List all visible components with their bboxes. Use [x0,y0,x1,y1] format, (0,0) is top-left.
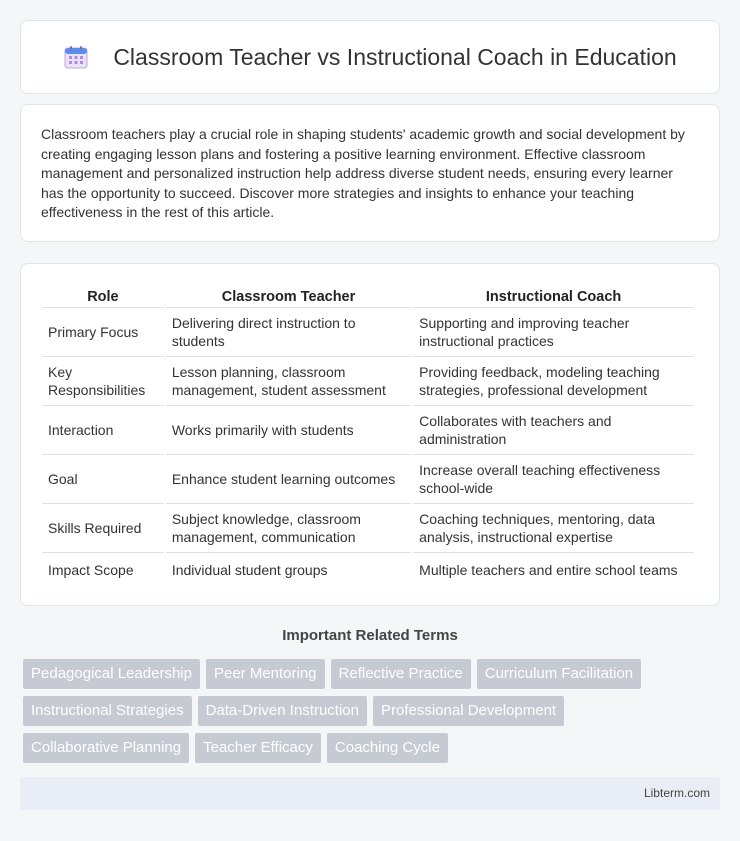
table-row [42,406,694,455]
table-row [42,504,694,553]
intro-card [20,104,720,242]
column-header: Role [42,284,164,308]
table-cell: Interaction [42,406,164,455]
page-title: Classroom Teacher vs Instructional Coach in Education [113,43,677,70]
table-row [42,357,694,406]
table-cell: Delivering direct instruction to students [166,308,411,357]
tag-reflective-practice[interactable]: Reflective Practice [331,659,471,689]
tag-row [23,733,723,763]
table-cell: Impact Scope [48,562,134,578]
table-cell: Supporting and improving teacher instructional practices [413,308,694,357]
header [63,44,676,71]
tag-pedagogical-leadership[interactable]: Pedagogical Leadership [23,659,200,689]
table-cell: Enhance student learning outcomes [166,455,411,504]
table-row [42,308,694,357]
table-cell: Skills Required [42,504,164,553]
calendar-icon [63,44,89,70]
tag-peer-mentoring[interactable]: Peer Mentoring [206,659,325,689]
table-cell: Subject knowledge, classroom management, communication [166,504,411,553]
tag-row [23,659,723,689]
header-card [20,20,720,94]
table-cell: Increase overall teaching effectiveness school-wide [413,455,694,504]
table-cell: Lesson planning, classroom management, student assessment [166,357,411,406]
table-cell: Key Responsibilities [42,357,164,406]
footer [20,777,720,810]
table-cell: Individual student groups [171,562,328,578]
intro-text: Classroom teachers play a crucial role in shaping students' academic growth and social development by creating engaging lesson plans and fostering a positive learning environment. Effective classroom management and personalized instruction help address diverse student needs, ensuring every learner has the opportunity to succeed. Discover more strategies and insights to enhance your teaching effectiveness in the rest of this article. [41,126,685,221]
table-header-row [42,284,694,308]
related-terms-title: Important Related Terms [282,627,458,644]
table-cell: Primary Focus [42,308,164,357]
tag-professional-development[interactable]: Professional Development [373,696,564,726]
comparison-table [40,284,696,587]
column-header: Instructional Coach [413,284,694,308]
column-header: Classroom Teacher [166,284,411,308]
table-cell: Multiple teachers and entire school teams [419,562,678,578]
comparison-table-card [20,263,720,606]
related-terms-tags [23,659,723,770]
table-cell: Coaching techniques, mentoring, data analysis, instructional expertise [413,504,694,553]
table-cell: Collaborates with teachers and administration [413,406,694,455]
tag-teacher-efficacy[interactable]: Teacher Efficacy [195,733,321,763]
tag-instructional-strategies[interactable]: Instructional Strategies [23,696,192,726]
table-cell: Works primarily with students [166,406,411,455]
tag-coaching-cycle[interactable]: Coaching Cycle [327,733,448,763]
tag-curriculum-facilitation[interactable]: Curriculum Facilitation [477,659,641,689]
footer-link[interactable]: Libterm.com [643,786,710,800]
tag-data-driven-instruction[interactable]: Data-Driven Instruction [198,696,367,726]
table-cell: Goal [42,455,164,504]
tag-row [23,696,723,726]
table-cell: Providing feedback, modeling teaching strategies, professional development [413,357,694,406]
table-row [42,553,694,587]
tag-collaborative-planning[interactable]: Collaborative Planning [23,733,189,763]
table-row [42,455,694,504]
